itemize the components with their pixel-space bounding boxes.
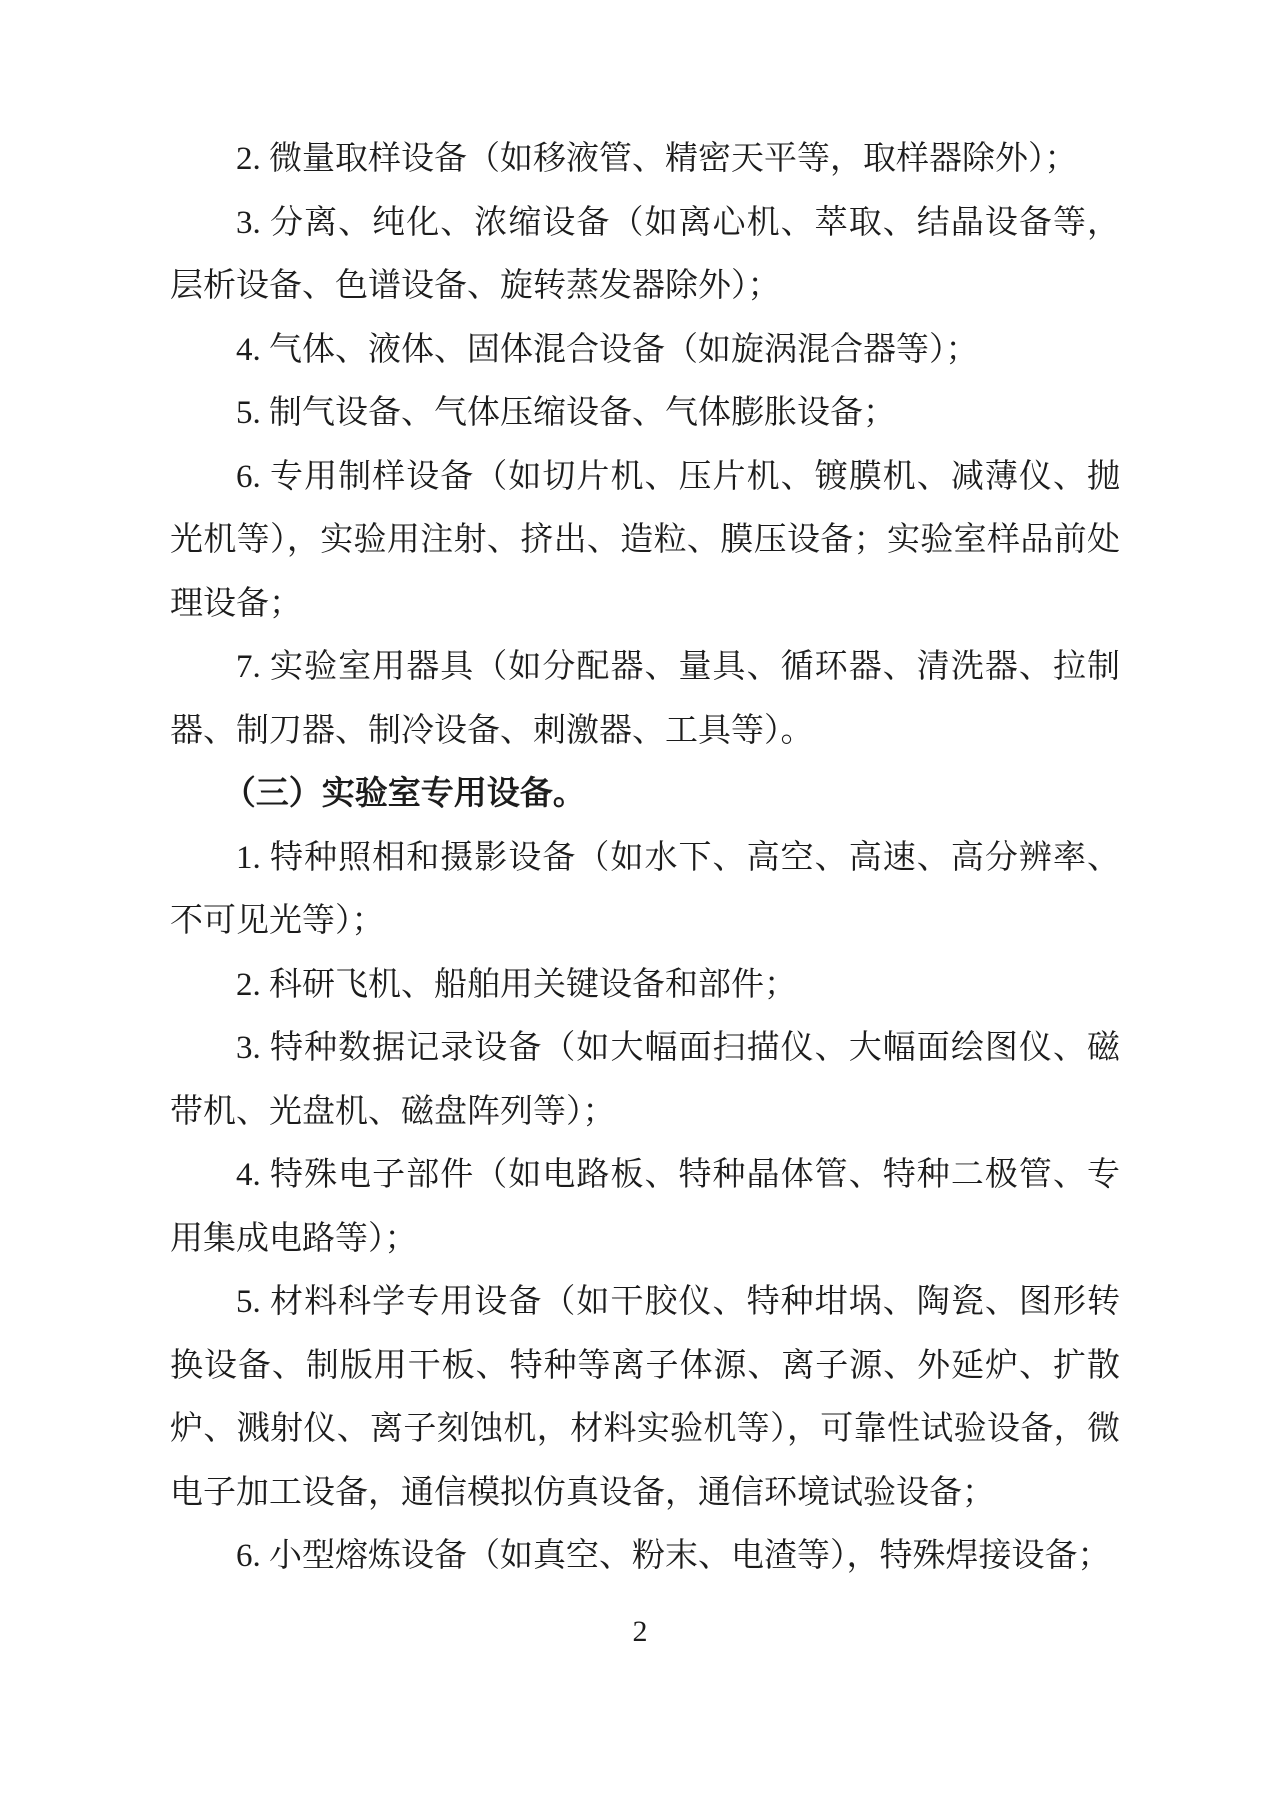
document-paragraph: 4. 气体、液体、固体混合设备（如旋涡混合器等）； — [236, 331, 979, 368]
document-paragraph: 6. 小型熔炼设备（如真空、粉末、电渣等），特殊焊接设备； — [236, 1538, 1111, 1574]
document-paragraph: 1. 特种照相和摄影设备（如水下、高空、高速、高分辨率、不可见光等）； — [170, 839, 1120, 939]
document-paragraph: 2. 微量取样设备（如移液管、精密天平等，取样器除外）； — [236, 141, 1078, 177]
document-paragraph: 6. 专用制样设备（如切片机、压片机、镀膜机、减薄仪、抛光机等），实验用注射、挤出、造粒、膜压设备；实验室样品前处理设备； — [170, 458, 1120, 622]
document-paragraph: 4. 特殊电子部件（如电路板、特种晶体管、特种二极管、专用集成电路等）； — [170, 1157, 1120, 1257]
document-paragraph: 2. 科研飞机、船舶用关键设备和部件； — [236, 966, 797, 1003]
document-paragraph: 3. 分离、纯化、浓缩设备（如离心机、萃取、结晶设备等，层析设备、色谱设备、旋转蒸发器除外）； — [170, 204, 1120, 304]
document-paragraph: 3. 特种数据记录设备（如大幅面扫描仪、大幅面绘图仪、磁带机、光盘机、磁盘阵列等）； — [170, 1030, 1120, 1130]
section-heading: （三）实验室专用设备。 — [222, 776, 586, 812]
document-body — [170, 128, 1120, 1589]
document-paragraph: 5. 材料科学专用设备（如干胶仪、特种坩埚、陶瓷、图形转换设备、制版用干板、特种等离子体源、离子源、外延炉、扩散炉、溅射仪、离子刻蚀机，材料实验机等），可靠性试验设备，微电子加工设备，通信模拟仿真设备，通信环境试验设备； — [170, 1284, 1120, 1511]
page-number: 2 — [632, 1615, 648, 1648]
document-paragraph: 7. 实验室用器具（如分配器、量具、循环器、清洗器、拉制器、制刀器、制冷设备、刺激器、工具等）。 — [170, 649, 1120, 749]
document-paragraph: 5. 制气设备、气体压缩设备、气体膨胀设备； — [236, 395, 896, 431]
